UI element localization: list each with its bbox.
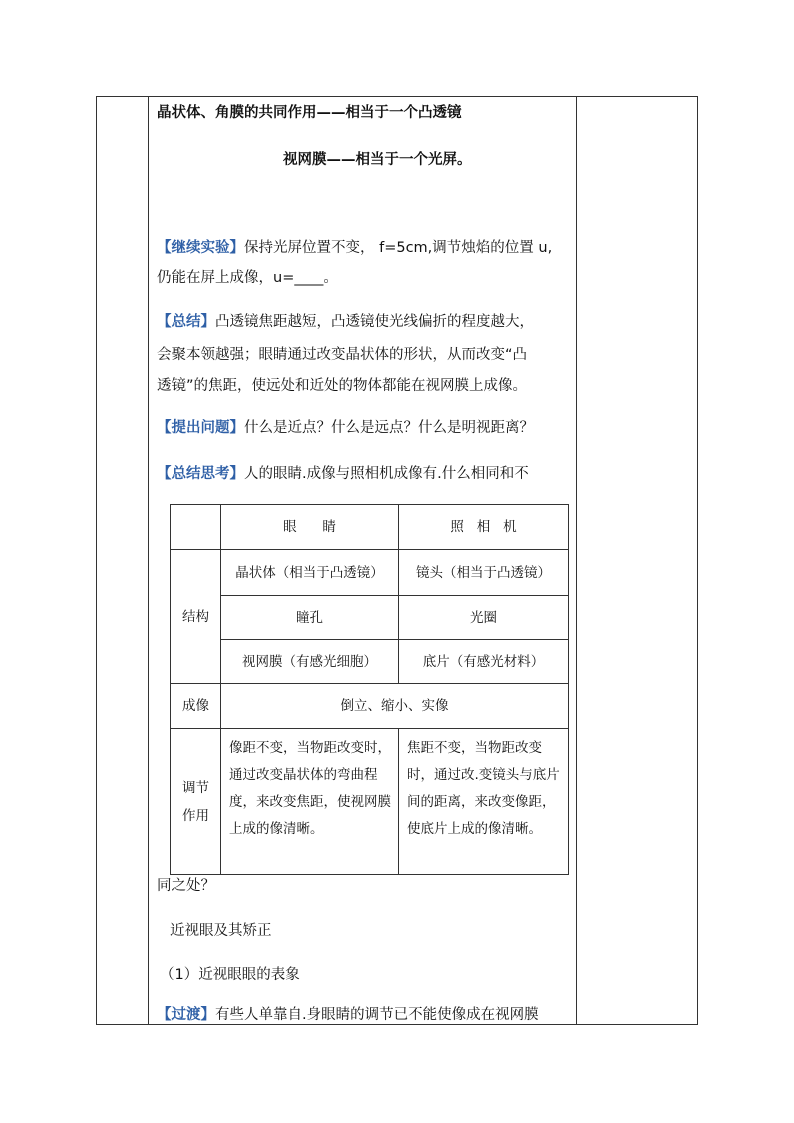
transition-text: 有些人单靠自.身眼睛的调节已不能使像成在视网膜 (215, 1007, 539, 1023)
adjust-label-2: 作用 (182, 807, 209, 824)
summary-text-1: 凸透镜焦距越短，凸透镜使光线偏折的程度越大， (215, 314, 534, 330)
summary-line-1 (157, 312, 534, 332)
camera-lens-cell: 镜头（相当于凸透镜） (399, 550, 569, 596)
header-camera: 照 相 机 (399, 505, 569, 550)
myopia-title: 近视眼及其矫正 (170, 923, 272, 939)
eye-adjust-cell: 像距不变，当物距改变时，通过改变晶状体的弯曲程度，来改变焦距，使视网膜上成的像清晰。 (221, 729, 399, 875)
eye-retina-cell: 视网膜（有感光细胞） (221, 640, 399, 684)
table-row (171, 684, 569, 729)
experiment-text-1: 保持光屏位置不变， f=5cm,调节烛焰的位置 u, (244, 240, 553, 256)
question-line (157, 418, 534, 438)
lens-statement: 晶状体、角膜的共同作用——相当于一个凸透镜 (157, 105, 462, 121)
camera-aperture-cell: 光圈 (399, 596, 569, 640)
camera-film-cell: 底片（有感光材料） (399, 640, 569, 684)
think-line (157, 464, 529, 484)
experiment-line-1 (157, 238, 552, 258)
question-text: 什么是近点？什么是远点？什么是明视距离？ (244, 420, 534, 436)
adjust-label (171, 729, 221, 875)
summary-line-2: 会聚本领越强；眼睛通过改变晶状体的形状，从而改变“凸 (157, 347, 528, 363)
summary-line-3: 透镜”的焦距，使远处和近处的物体都能在视网膜上成像。 (157, 378, 528, 394)
transition-line (157, 1005, 539, 1025)
table-continuation: 同之处？ (157, 878, 215, 894)
header-eye: 眼 睛 (221, 505, 399, 550)
table-row (171, 640, 569, 684)
think-text: 人的眼睛.成像与照相机成像有.什么相同和不 (244, 466, 529, 482)
left-column-divider (148, 96, 149, 1025)
experiment-line-2: 仍能在屏上成像，u=____。 (157, 270, 338, 286)
table-row (171, 550, 569, 596)
eye-lens-cell: 晶状体（相当于凸透镜） (221, 550, 399, 596)
right-column-divider (576, 96, 577, 1025)
summary-label: 【总结】 (157, 314, 215, 330)
imaging-value: 倒立、缩小、实像 (221, 684, 569, 729)
eye-pupil-cell: 瞳孔 (221, 596, 399, 640)
structure-label: 结构 (171, 550, 221, 684)
transition-label: 【过渡】 (157, 1007, 215, 1023)
header-empty-cell (171, 505, 221, 550)
table-header-row (171, 505, 569, 550)
table-row (171, 596, 569, 640)
experiment-label: 【继续实验】 (157, 240, 244, 256)
eye-camera-comparison-table (170, 504, 569, 875)
imaging-label: 成像 (171, 684, 221, 729)
myopia-subtitle: （1）近视眼眼的表象 (160, 967, 300, 983)
camera-adjust-cell: 焦距不变，当物距改变时，通过改.变镜头与底片间的距离，来改变像距，使底片上成的像清晰。 (399, 729, 569, 875)
question-label: 【提出问题】 (157, 420, 244, 436)
adjust-label-1: 调节 (182, 779, 209, 796)
retina-statement: 视网膜——相当于一个光屏。 (283, 152, 472, 168)
table-row (171, 729, 569, 875)
think-label: 【总结思考】 (157, 466, 244, 482)
